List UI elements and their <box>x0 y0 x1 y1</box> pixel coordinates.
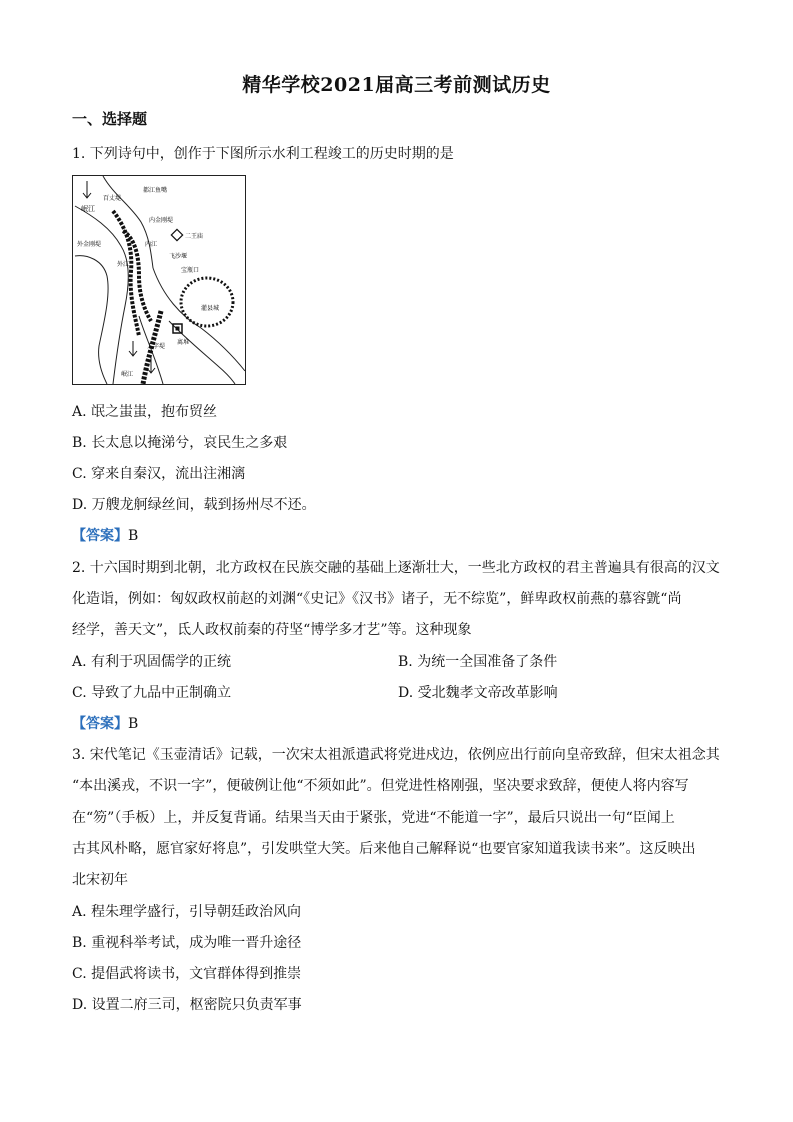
q1-answer <box>72 525 138 545</box>
label-neijin: 内金刚堤 <box>149 217 174 224</box>
question-1-stem: 1. 下列诗句中，创作于下图所示水利工程竣工的历史时期的是 <box>72 146 454 162</box>
q3-option-a: A. 程朱理学盛行，引导朝廷政治风向 <box>72 904 302 920</box>
page-title: 精华学校2021届高三考前测试历史 <box>242 74 551 96</box>
q2-option-c: C. 导致了九品中正制确立 <box>72 685 232 701</box>
label-waijiang: 外江 <box>117 261 130 268</box>
q3-line-4: 古其风朴略，愿官家好将息”，引发哄堂大笑。后来他自己解释说“也要官家知道我读书来”。这反映出 <box>72 841 696 857</box>
label-dujiang: 都江鱼嘴 <box>143 187 168 194</box>
q2-line-2: 化造诣，例如：匈奴政权前赵的刘渊“《史记》《汉书》诸子，无不综览”，鲜卑政权前燕的慕容皝“尚 <box>72 591 682 607</box>
q1-option-c: C. 穿来自秦汉，流出注湘漓 <box>72 466 246 482</box>
dujiangyan-map <box>72 175 246 385</box>
label-erwang: 二王庙 <box>185 233 204 240</box>
q1-answer-value: B <box>128 528 139 544</box>
q2-line-3: 经学，善天文”，氐人政权前秦的苻坚“博学多才艺”等。这种现象 <box>72 622 472 638</box>
label-baoping: 宝瓶口 <box>181 267 200 274</box>
label-feishayan: 飞沙堰 <box>169 253 188 260</box>
q1-option-a: A. 氓之蚩蚩，抱布贸丝 <box>72 404 218 420</box>
q1-option-b: B. 长太息以掩涕兮，哀民生之多艰 <box>72 435 288 451</box>
q3-option-d: D. 设置二府三司，枢密院只负责军事 <box>72 997 302 1013</box>
q3-line-3: 在“笏”（手板）上，并反复背诵。结果当天由于紧张，党进“不能道一字”，最后只说出一句“臣闻上 <box>72 810 675 826</box>
label-waijin: 外金刚堤 <box>77 241 102 248</box>
label-neijiang: 内江 <box>145 241 158 248</box>
dujiangyan-map-svg <box>73 176 245 384</box>
q2-option-d: D. 受北魏孝文帝改革影响 <box>398 685 558 701</box>
label-guanxian: 灌县城 <box>201 305 220 312</box>
q3-option-c: C. 提倡武将读书，文官群体得到推崇 <box>72 966 302 982</box>
q2-line-1: 2. 十六国时期到北朝，北方政权在民族交融的基础上逐渐壮大，一些北方政权的君主普遍具有很高的汉文 <box>72 560 720 576</box>
q3-line-1: 3. 宋代笔记《玉壶清话》记载，一次宋太祖派遣武将党进戍边，依例应出行前向皇帝致辞，但宋太祖念其 <box>72 747 720 763</box>
q2-answer-value: B <box>128 716 139 732</box>
q2-answer-tag: 【答案】 <box>72 716 128 732</box>
section-heading: 一、选择题 <box>72 110 148 128</box>
label-minjiang-top: 岷江 <box>81 205 95 213</box>
q2-option-b: B. 为统一全国准备了条件 <box>398 654 558 670</box>
label-baizhang: 百丈堤 <box>103 195 122 202</box>
q2-option-a: A. 有利于巩固儒学的正统 <box>72 654 232 670</box>
label-minjiang-bottom: 岷江 <box>121 371 134 378</box>
q3-line-2: “本出溪戎，不识一字”，便破例让他“不须如此”。但党进性格刚强，坚决要求致辞，便使人将内容写 <box>72 778 689 794</box>
q3-line-5: 北宋初年 <box>72 872 128 888</box>
q3-option-b: B. 重视科举考试，成为唯一晋升途径 <box>72 935 302 951</box>
q1-option-d: D. 万艘龙舸绿丝间，载到扬州尽不还。 <box>72 497 316 513</box>
label-renzi: 人字堤 <box>147 343 166 350</box>
label-lidui: 离堆 <box>177 339 190 346</box>
q1-answer-tag: 【答案】 <box>72 528 128 544</box>
q2-answer <box>72 713 138 733</box>
